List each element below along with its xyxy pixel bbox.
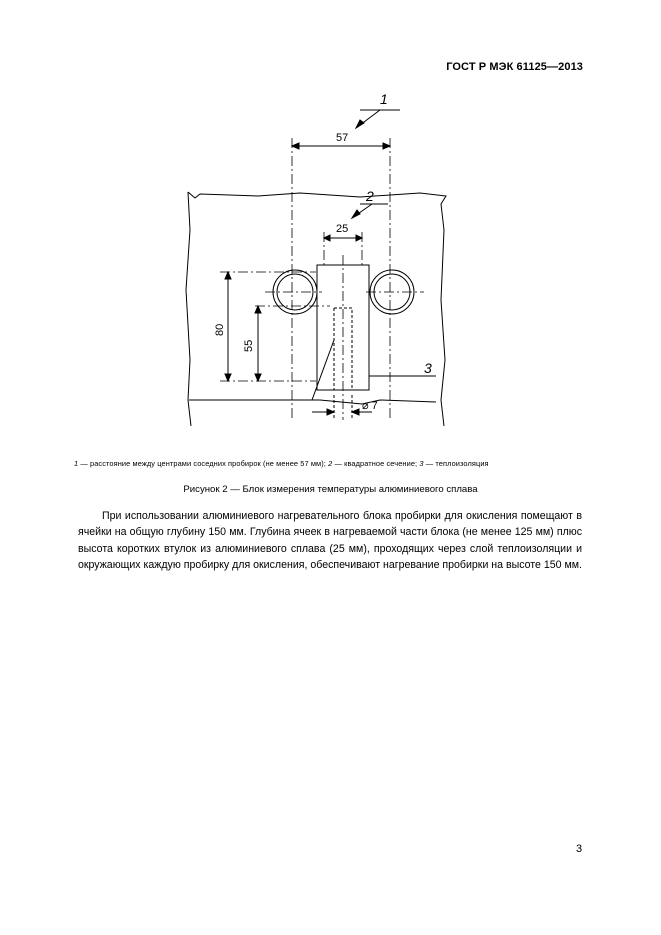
legend-num-2: 2: [328, 459, 333, 468]
legend-text-3: — теплоизоляция: [423, 459, 489, 468]
body-paragraph-block: [78, 508, 582, 574]
callout-1-label: 1: [380, 91, 388, 107]
drawing-svg: [180, 86, 450, 426]
body-paragraph: При использовании алюминиевого нагревательного блока пробирки для окисления помещают в ячейки на общую глубину 150 мм. Глубина ячеек в нагреваемой части блока (не менее 125 мм) плюс высота коротких втулок из алюминиевого сплава (25 мм), проходящих через слой теплоизоляции и окружающих каждую пробирку для окисления, обеспечивают нагревание пробирки на высоте 150 мм.: [78, 510, 582, 572]
legend-num-1: 1: [74, 459, 79, 468]
callout-1-leader: [356, 110, 400, 128]
callout-3-label: 3: [424, 360, 432, 376]
standard-header: ГОСТ Р МЭК 61125—2013: [446, 61, 583, 73]
dim-diameter-label: ⌀ 7: [362, 400, 378, 412]
callout-2-label: 2: [366, 188, 374, 204]
figure-caption: Рисунок 2 — Блок измерения температуры алюминиевого сплава: [183, 484, 478, 495]
dim-55-label: 55: [243, 339, 255, 352]
block-outline: [186, 192, 446, 426]
dim-57-label: 57: [336, 132, 349, 144]
technical-drawing: [180, 86, 450, 426]
figure-legend: [74, 459, 594, 468]
page-number: 3: [576, 843, 583, 855]
legend-text-1: — расстояние между центрами соседних пробирок (не менее 57 мм);: [78, 459, 329, 468]
legend-text-2: — квадратное сечение;: [332, 459, 420, 468]
legend-num-3: 3: [419, 459, 424, 468]
dim-25-label: 25: [336, 223, 349, 235]
dim-80-label: 80: [214, 323, 226, 336]
